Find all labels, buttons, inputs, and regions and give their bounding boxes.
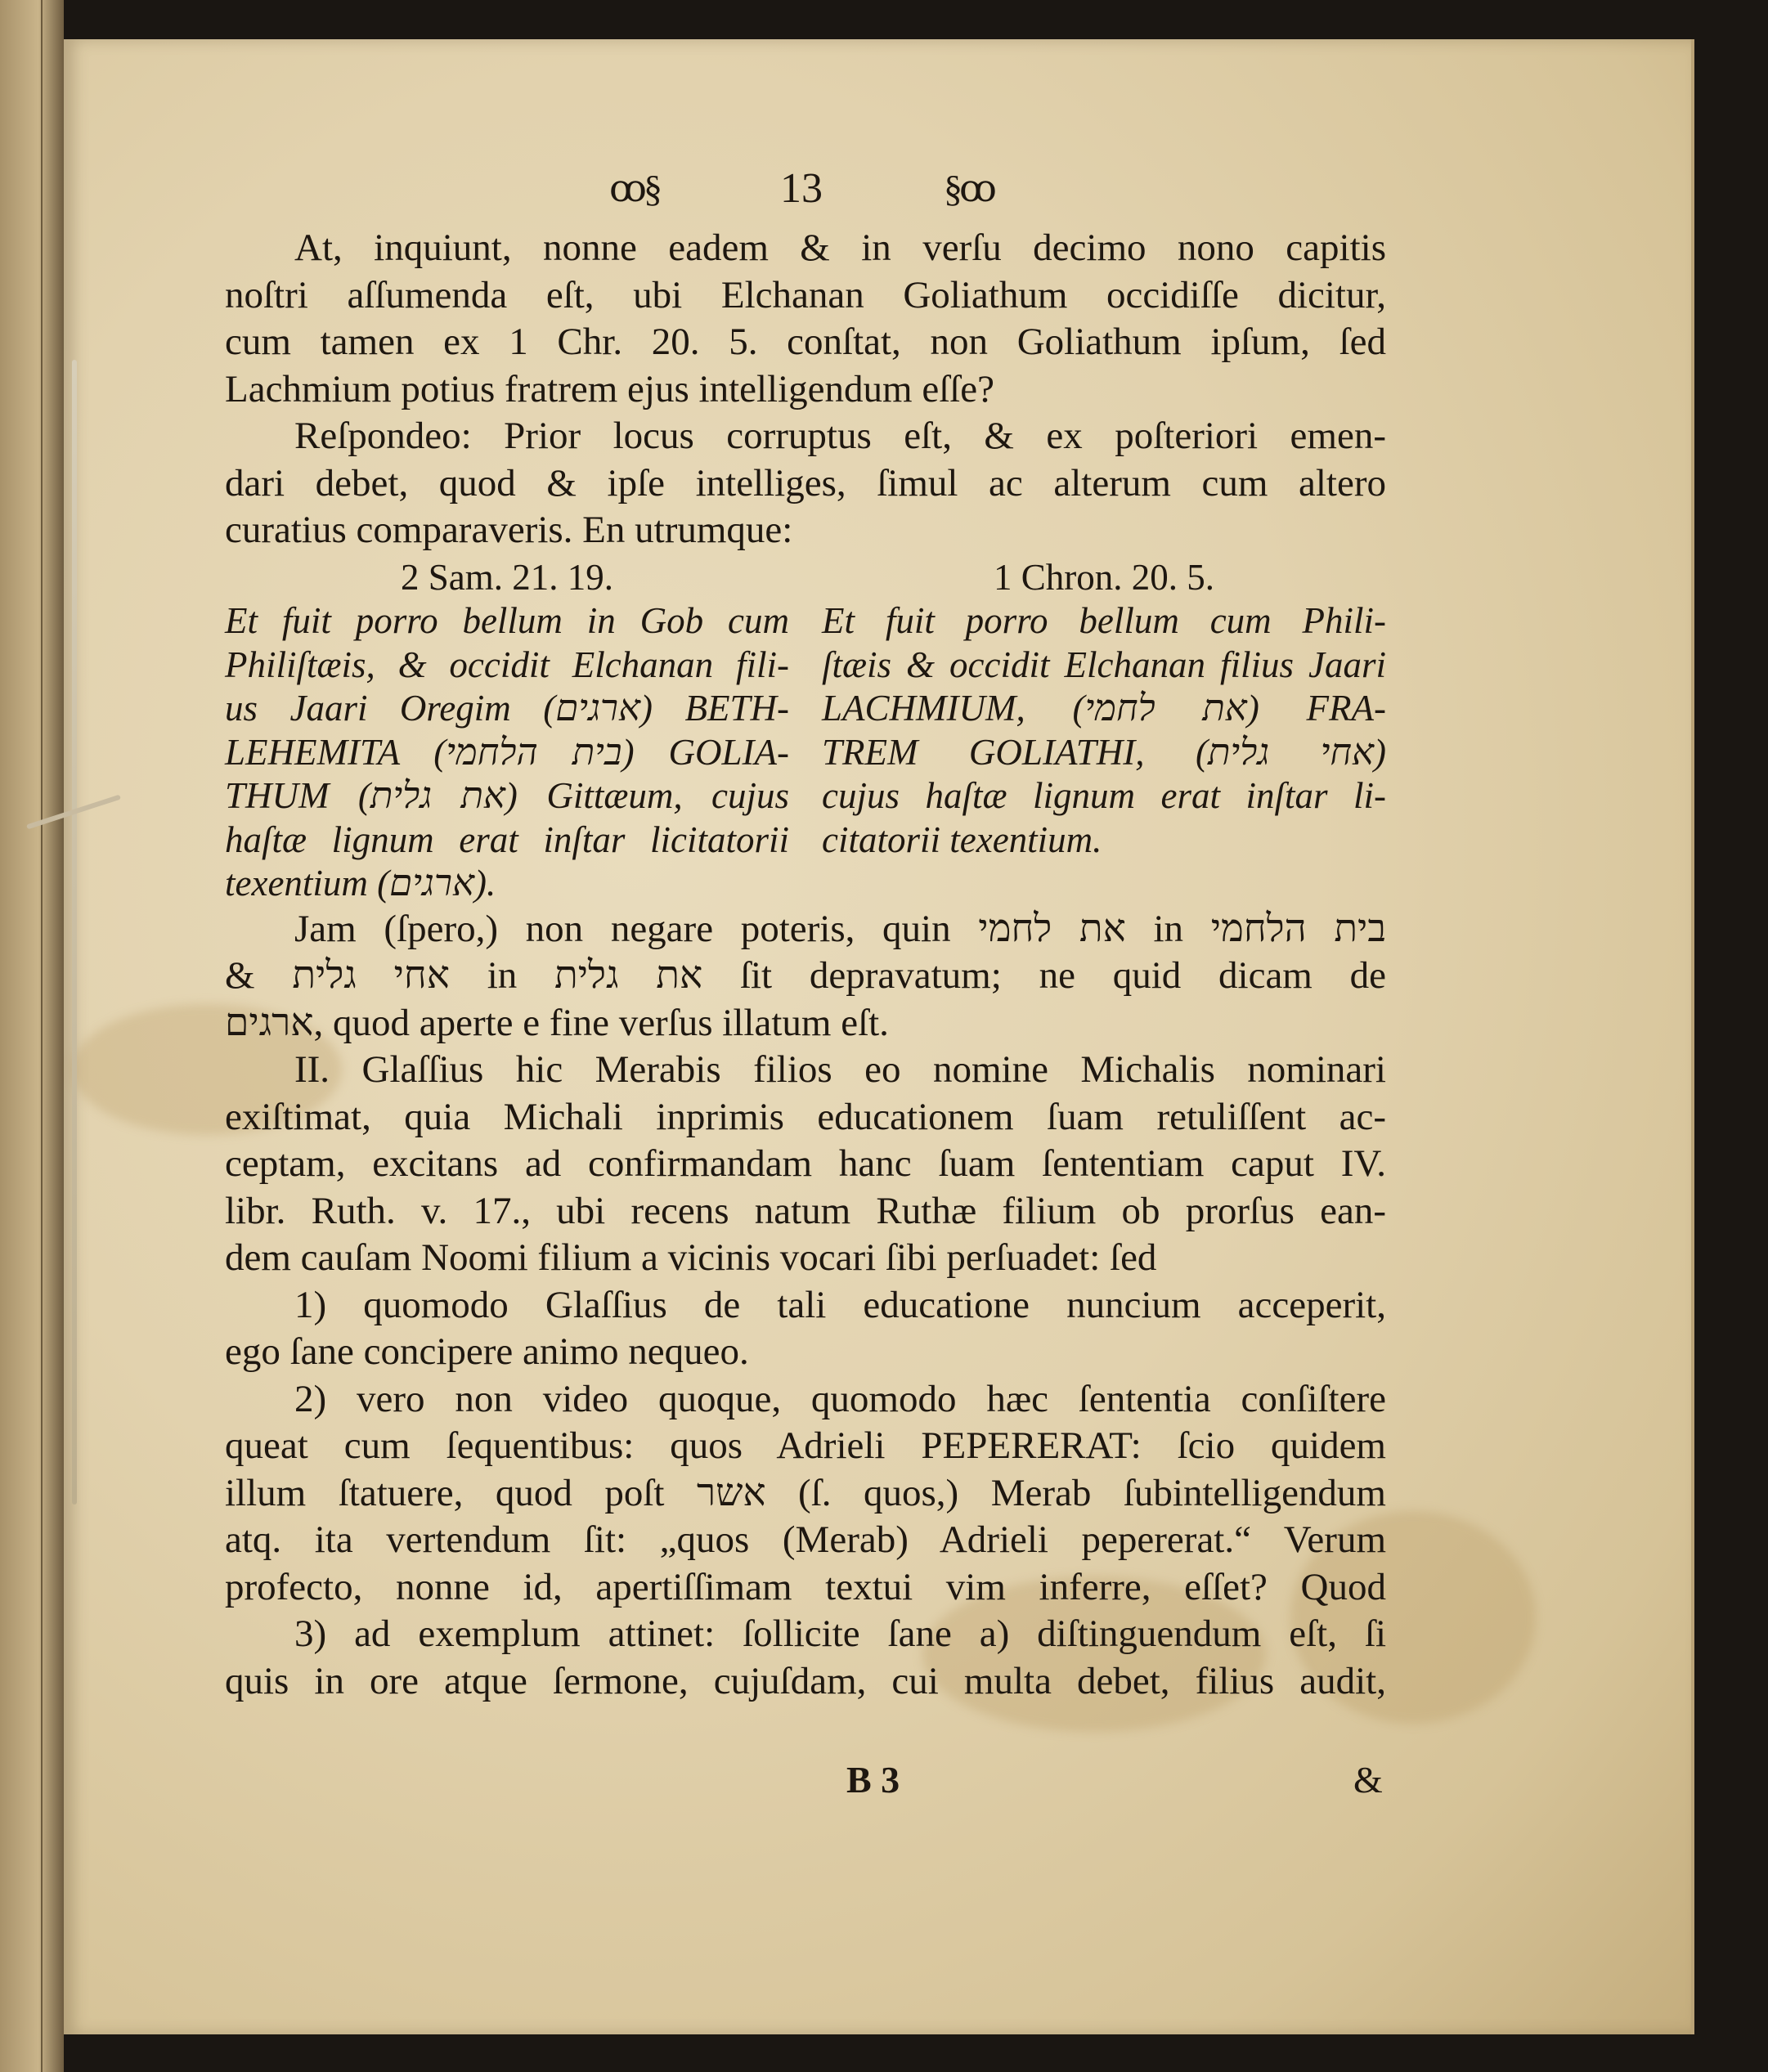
column-heading: 1 Chron. 20. 5. (994, 556, 1214, 598)
paragraph-6 (225, 1376, 1386, 1612)
column-line: Et fuit porro bellum cum Phili- (822, 600, 1386, 641)
column-line: LEHEMITA (בית הלחמי) GOLIA- (225, 731, 790, 773)
text-line: quis in ore atque ſermone, cujuſdam, cui multa debet, filius audit, (225, 1659, 1386, 1702)
paragraph-3 (225, 906, 1386, 1047)
paragraph-5 (225, 1282, 1386, 1376)
column-line: Et fuit porro bellum in Gob cum (225, 600, 789, 641)
column-line: LACHMIUM, (את לחמי) FRA- (822, 688, 1387, 729)
text-line: & אחי גלית in את גלית ſit depravatum; ne quid dicam de (225, 954, 1386, 997)
text-line: 1) quomodo Glaſſius de tali educatione nuncium acceperit, (294, 1283, 1386, 1326)
page-number: 13 (780, 164, 823, 212)
text-line: 3) ad exemplum attinet: ſollicite ſane a) diſtinguendum eſt, ſi (294, 1612, 1386, 1655)
page-header (609, 159, 994, 217)
column-line: Philiſtæis, & occidit Elchanan fili- (225, 644, 789, 685)
text-line: 2) vero non video quoque, quomodo hæc ſententia conſiſtere (294, 1377, 1386, 1420)
paragraph-1 (225, 225, 1386, 413)
column-line: cujus haſtæ lignum erat inſtar li- (822, 775, 1386, 816)
text-line: At, inquiunt, nonne eadem & in verſu decimo nono capitis (294, 226, 1386, 269)
text-line: cum tamen ex 1 Chr. 20. 5. conſtat, non Goliathum ipſum, ſed (225, 321, 1386, 363)
text-line: II. Glaſſius hic Merabis filios eo nomine Michalis nominari (294, 1048, 1386, 1091)
text-line: curatius comparaveris. En utrumque: (225, 509, 793, 551)
binding-string (72, 360, 77, 1505)
text-line: dari debet, quod & ipſe intelliges, ſimul ac alterum cum altero (225, 461, 1386, 505)
column-line: THUM (את גלית) Gittæum, cujus (225, 775, 789, 816)
paragraph-4 (225, 1047, 1386, 1282)
text-line: libr. Ruth. v. 17., ubi recens natum Ruthæ filium ob prorſus ean- (225, 1189, 1386, 1232)
column-line: TREM GOLIATHI, (אחי גלית) (822, 731, 1386, 773)
text-line: illum ſtatuere, quod poſt אשר (ſ. quos,) Merab ſubintelligendum (225, 1471, 1386, 1514)
ornament-left: ꝏ§ (609, 168, 659, 209)
text-line: ego ſane concipere animo nequeo. (225, 1330, 749, 1373)
column-line: haſtæ lignum erat inſtar licitatorii (225, 818, 789, 860)
column-line: texentium (ארגים). (225, 863, 496, 904)
column-line: citatorii texentium. (822, 818, 1102, 860)
text-line: queat cum ſequentibus: quos Adrieli PEPERERAT: ſcio quidem (225, 1424, 1386, 1467)
page-body (225, 225, 1386, 1705)
paragraph-7 (225, 1611, 1386, 1705)
ornament-right: §ꝏ (944, 168, 994, 209)
text-line: Lachmium potius fratrem ejus intelligendum eſſe? (225, 367, 995, 410)
column-chronicles (822, 556, 1386, 906)
paragraph-2 (225, 413, 1386, 554)
catchword: & (1353, 1759, 1383, 1801)
text-line: Reſpondeo: Prior locus corruptus eſt, & ex poſteriori emen- (294, 415, 1386, 457)
text-line: profecto, nonne id, apertiſſimam textui vim inferre, eſſet? Quod (225, 1565, 1386, 1608)
spine-fold (41, 0, 43, 2072)
column-heading: 2 Sam. 21. 19. (400, 556, 613, 598)
column-samuel (225, 556, 789, 906)
signature-mark: B 3 (846, 1759, 900, 1801)
text-line: noſtri aſſumenda eſt, ubi Elchanan Goliathum occidiſſe dicitur, (225, 273, 1386, 316)
text-line: ארגים, quod aperte e fine verſus illatum eſt. (225, 1001, 889, 1044)
column-line: ſtæis & occidit Elchanan filius Jaari (822, 644, 1386, 685)
parallel-columns (225, 556, 1386, 906)
text-line: atq. ita vertendum ſit: „quos (Merab) Adrieli pepererat.“ Verum (225, 1518, 1386, 1561)
facing-page-edge (0, 0, 64, 2072)
text-line: dem cauſam Noomi filium a vicinis vocari ſibi perſuadet: ſed (225, 1236, 1157, 1279)
text-line: exiſtimat, quia Michali inprimis educationem ſuam retuliſſent ac- (225, 1095, 1386, 1138)
text-line: Jam (ſpero,) non negare poteris, quin את לחמי in בית הלחמי (294, 907, 1387, 950)
column-line: us Jaari Oregim (ארגים) BETH- (225, 688, 789, 729)
text-line: ceptam, excitans ad confirmandam hanc ſuam ſententiam caput IV. (225, 1142, 1386, 1185)
